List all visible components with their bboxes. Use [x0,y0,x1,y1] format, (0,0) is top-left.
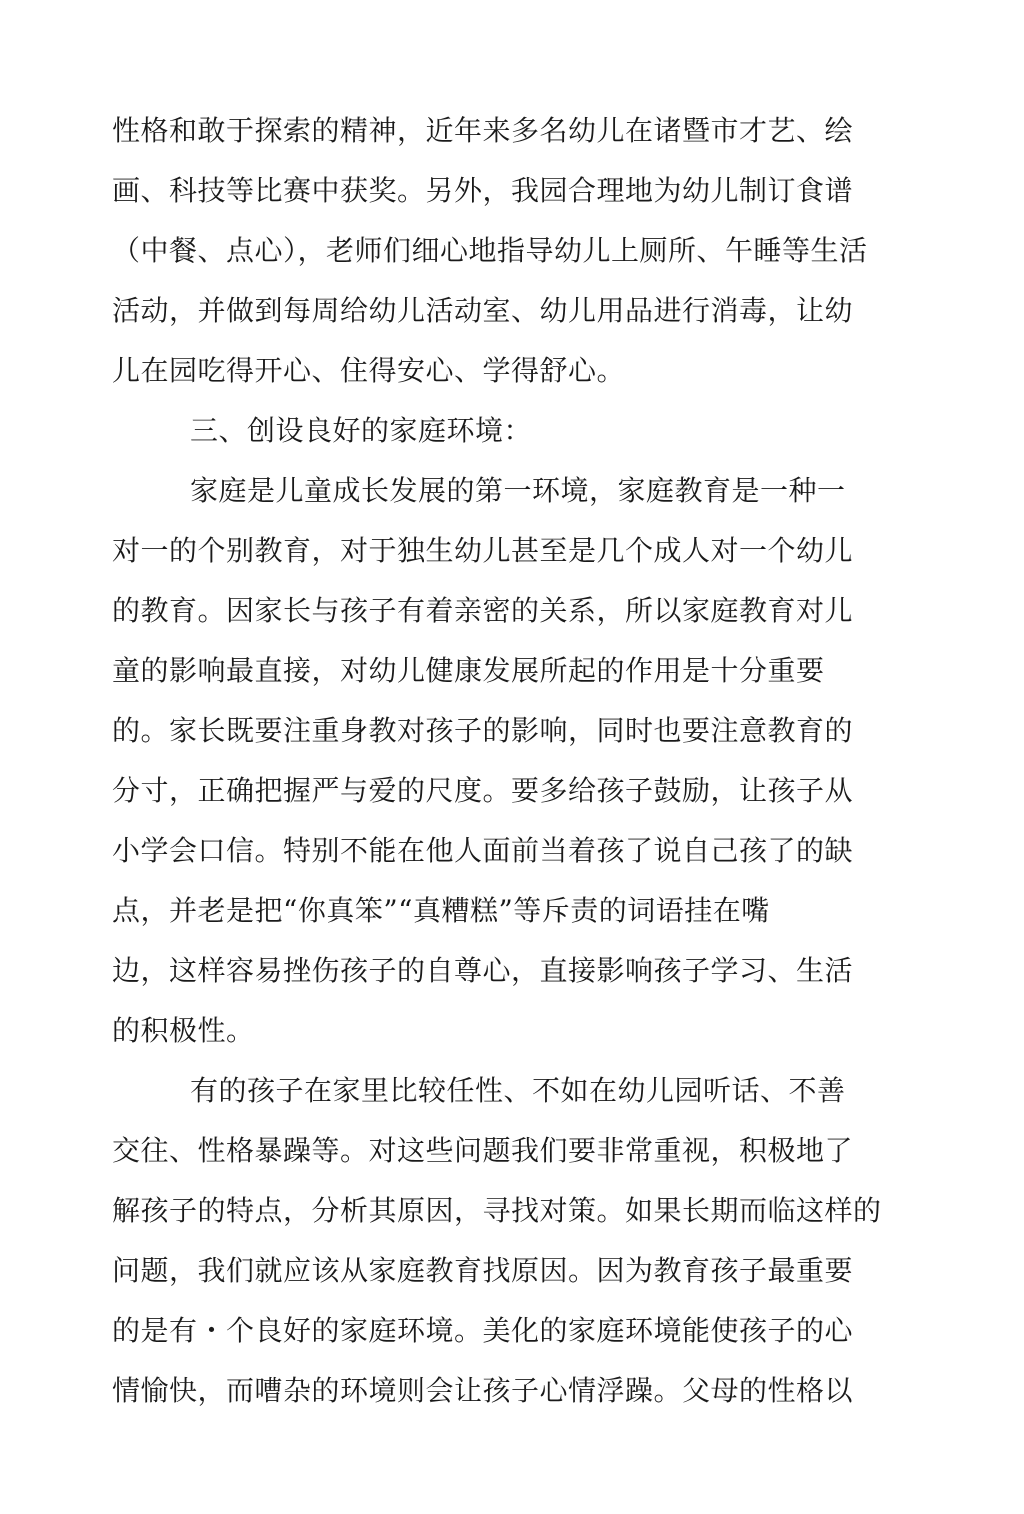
text-line: （中餐、点心），老师们细心地指导幼儿上厕所、午睡等生活 [112,234,868,267]
text-line: 的。家长既要注重身教对孩子的影响，同时也要注意教育的 [112,714,854,747]
text-line: 有的孩子在家里比较任性、不如在幼儿园听话、不善 [190,1074,846,1107]
text-line: 情愉快，而嘈杂的环境则会让孩子心情浮躁。父母的性格以 [112,1374,854,1407]
text-line: 分寸，正确把握严与爱的尺度。要多给孩子鼓励，让孩子从 [112,774,854,807]
text-line: 儿在园吃得开心、住得安心、学得舒心。 [112,354,626,387]
text-line: 性格和敢于探索的精神，近年来多名幼儿在诸暨市才艺、绘 [112,114,854,147]
text-line: 问题，我们就应该从家庭教育找原因。因为教育孩子最重要 [112,1254,854,1287]
text-line: 边，这样容易挫伤孩子的自尊心，直接影响孩子学习、生活 [112,954,854,987]
text-line: 点，并老是把“你真笨”“真糟糕”等斥责的词语挂在嘴 [112,894,770,927]
text-line: 的是有・个良好的家庭环境。美化的家庭环境能使孩子的心 [112,1314,854,1347]
text-line: 家庭是儿童成长发展的第一环境，家庭教育是一种一 [190,474,846,507]
text-line: 解孩子的特点，分析其原因，寻找对策。如果长期而临这样的 [112,1194,882,1227]
text-line: 交往、性格暴躁等。对这些问题我们要非常重视，积极地了 [112,1134,854,1167]
text-line: 童的影响最直接，对幼儿健康发展所起的作用是十分重要 [112,654,825,687]
text-line: 小学会口信。特别不能在他人面前当着孩了说自己孩了的缺 [112,834,854,867]
text-line: 对一的个别教育，对于独生幼儿甚至是几个成人对一个幼儿 [112,534,854,567]
text-line: 的积极性。 [112,1014,255,1047]
text-line: 的教育。因家长与孩子有着亲密的关系，所以家庭教育对儿 [112,594,854,627]
text-line: 画、科技等比赛中获奖。另外，我园合理地为幼儿制订食谱 [112,174,854,207]
section-heading: 三、创设良好的家庭环境： [190,414,533,447]
text-line: 活动，并做到每周给幼儿活动室、幼儿用品进行消毒，让幼 [112,294,854,327]
